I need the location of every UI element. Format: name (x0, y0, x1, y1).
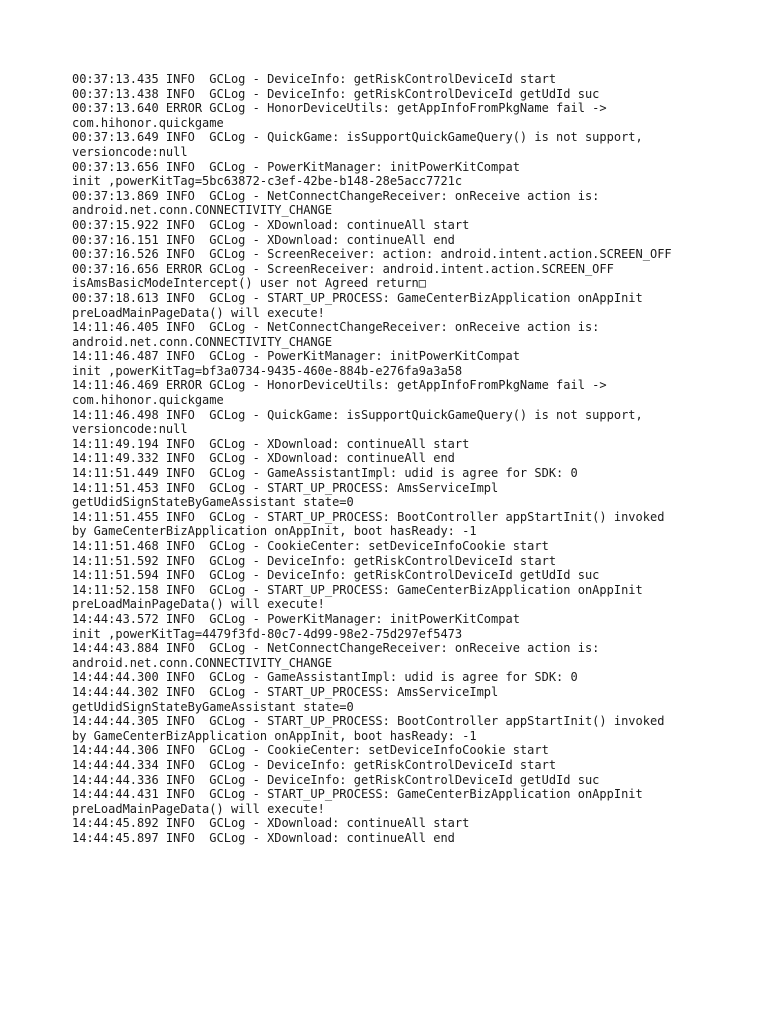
log-line: 14:11:51.453 INFO GCLog - START_UP_PROCESS: AmsServiceImpl (72, 480, 499, 495)
log-line: 14:11:46.487 INFO GCLog - PowerKitManager: initPowerKitCompat (72, 349, 520, 364)
log-line: init ,powerKitTag=5bc63872-c3ef-42be-b148-28e5acc7721c (72, 174, 463, 189)
log-line: 14:44:45.892 INFO GCLog - XDownload: continueAll start (72, 816, 470, 831)
log-line: 14:11:46.469 ERROR GCLog - HonorDeviceUtils: getAppInfoFromPkgName fail -> (72, 378, 607, 393)
log-line: 14:11:46.405 INFO GCLog - NetConnectChangeReceiver: onReceive action is: (72, 320, 600, 335)
log-line: preLoadMainPageData() will execute! (72, 597, 325, 612)
log-line: 14:11:46.498 INFO GCLog - QuickGame: isSupportQuickGameQuery() is not support, (72, 407, 643, 422)
log-line: 00:37:16.656 ERROR GCLog - ScreenReceiver: android.intent.action.SCREEN_OFF (72, 261, 614, 276)
log-line: 00:37:13.435 INFO GCLog - DeviceInfo: getRiskControlDeviceId start (72, 72, 557, 86)
log-text (72, 72, 752, 845)
log-line: com.hihonor.quickgame (72, 393, 224, 408)
log-line: 00:37:18.613 INFO GCLog - START_UP_PROCESS: GameCenterBizApplication onAppInit (72, 290, 643, 305)
log-line: 14:11:49.194 INFO GCLog - XDownload: continueAll start (72, 436, 470, 451)
log-line: android.net.conn.CONNECTIVITY_CHANGE (72, 334, 333, 349)
log-line: 14:44:44.302 INFO GCLog - START_UP_PROCESS: AmsServiceImpl (72, 684, 499, 699)
log-line: getUdidSignStateByGameAssistant state=0 (72, 699, 354, 714)
log-line: 14:11:51.455 INFO GCLog - START_UP_PROCESS: BootController appStartInit() invoked (72, 509, 665, 524)
log-line: versioncode:null (72, 422, 188, 437)
log-line: android.net.conn.CONNECTIVITY_CHANGE (72, 655, 333, 670)
log-line: preLoadMainPageData() will execute! (72, 801, 325, 816)
log-line: 14:44:44.306 INFO GCLog - CookieCenter: setDeviceInfoCookie start (72, 743, 549, 758)
log-line: 14:44:45.897 INFO GCLog - XDownload: continueAll end (72, 830, 455, 845)
log-line: 14:11:49.332 INFO GCLog - XDownload: continueAll end (72, 451, 455, 466)
log-line: 00:37:15.922 INFO GCLog - XDownload: continueAll start (72, 217, 470, 232)
log-line: 14:44:44.300 INFO GCLog - GameAssistantImpl: udid is agree for SDK: 0 (72, 670, 578, 685)
log-line: 00:37:13.438 INFO GCLog - DeviceInfo: getRiskControlDeviceId getUdId suc (72, 86, 600, 101)
log-line: 14:11:51.592 INFO GCLog - DeviceInfo: getRiskControlDeviceId start (72, 553, 557, 568)
log-line: preLoadMainPageData() will execute! (72, 305, 325, 320)
log-line: isAmsBasicModeIntercept() user not Agreed return□ (72, 276, 427, 291)
log-line: 14:11:51.468 INFO GCLog - CookieCenter: setDeviceInfoCookie start (72, 539, 549, 553)
log-line: versioncode:null (72, 144, 188, 159)
log-line: 00:37:13.656 INFO GCLog - PowerKitManager: initPowerKitCompat (72, 159, 520, 174)
log-line: 00:37:13.640 ERROR GCLog - HonorDeviceUtils: getAppInfoFromPkgName fail -> (72, 101, 607, 116)
log-line: 00:37:13.649 INFO GCLog - QuickGame: isSupportQuickGameQuery() is not support, (72, 130, 643, 145)
log-line: 14:44:43.884 INFO GCLog - NetConnectChangeReceiver: onReceive action is: (72, 641, 600, 656)
log-line: 14:11:51.594 INFO GCLog - DeviceInfo: getRiskControlDeviceId getUdId suc (72, 568, 600, 583)
log-line: init ,powerKitTag=bf3a0734-9435-460e-884b-e276fa9a3a58 (72, 363, 463, 378)
log-line: 14:11:52.158 INFO GCLog - START_UP_PROCESS: GameCenterBizApplication onAppInit (72, 582, 643, 597)
log-line: 00:37:16.526 INFO GCLog - ScreenReceiver: action: android.intent.action.SCREEN_OFF (72, 247, 672, 262)
log-line: 00:37:16.151 INFO GCLog - XDownload: continueAll end (72, 232, 455, 247)
log-line: getUdidSignStateByGameAssistant state=0 (72, 495, 354, 510)
log-line: android.net.conn.CONNECTIVITY_CHANGE (72, 203, 333, 218)
log-line: by GameCenterBizApplication onAppInit, boot hasReady: -1 (72, 524, 477, 539)
log-line: 00:37:13.869 INFO GCLog - NetConnectChangeReceiver: onReceive action is: (72, 188, 600, 203)
log-line: 14:44:44.305 INFO GCLog - START_UP_PROCESS: BootController appStartInit() invoked (72, 714, 665, 729)
log-line: init ,powerKitTag=4479f3fd-80c7-4d99-98e2-75d297ef5473 (72, 626, 463, 641)
log-line: 14:44:44.431 INFO GCLog - START_UP_PROCESS: GameCenterBizApplication onAppInit (72, 787, 643, 802)
log-line: by GameCenterBizApplication onAppInit, boot hasReady: -1 (72, 728, 477, 743)
log-line: 14:44:44.336 INFO GCLog - DeviceInfo: getRiskControlDeviceId getUdId suc (72, 772, 600, 787)
log-line: 14:11:51.449 INFO GCLog - GameAssistantImpl: udid is agree for SDK: 0 (72, 466, 578, 481)
log-line: 14:44:44.334 INFO GCLog - DeviceInfo: getRiskControlDeviceId start (72, 757, 557, 772)
log-line: com.hihonor.quickgame (72, 115, 224, 130)
log-line: 14:44:43.572 INFO GCLog - PowerKitManager: initPowerKitCompat (72, 611, 520, 626)
